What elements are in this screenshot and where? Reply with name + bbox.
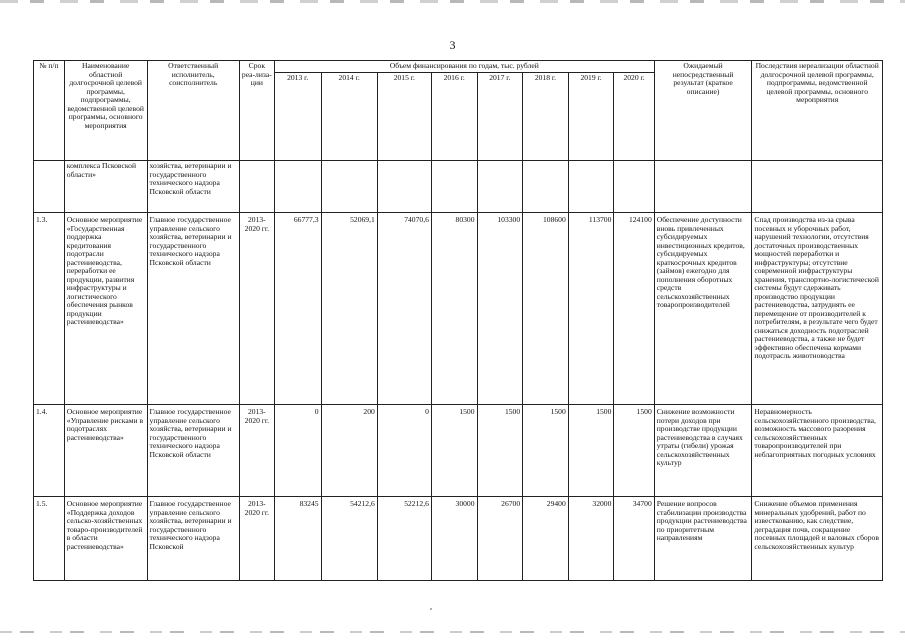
row-value — [274, 161, 321, 213]
row-value: 108600 — [523, 213, 569, 405]
row-value: 52069,1 — [321, 213, 377, 405]
row-value: 34700 — [614, 497, 654, 581]
header-year: 2013 г. — [274, 73, 321, 161]
row-result: Обеспечение доступности вновь привлеченных субсидируемых инвестиционных кредитов, субсидируемых краткосрочных кредитов (займов) ежегодно для пополнения оборотных средств сельскохозяйственных товаропроизводителей — [654, 213, 752, 405]
header-name: Наименование областной долгосрочной целевой программы, подпрограммы, ведомственной целевой программы, основного мероприятия — [64, 61, 147, 161]
row-no: 1.5. — [34, 497, 65, 581]
header-year: 2020 г. — [614, 73, 654, 161]
row-value — [321, 161, 377, 213]
table-row — [34, 161, 883, 213]
row-value — [614, 161, 654, 213]
row-executor: Главное государственное управление сельского хозяйства, ветеринарии и государственного технического надзора Псковской — [147, 497, 239, 581]
row-value: 103300 — [477, 213, 523, 405]
row-executor: Главное государственное управление сельского хозяйства, ветеринарии и государственного технического надзора Псковской области — [147, 213, 239, 405]
header-term: Срок реа-лиза-ции — [239, 61, 274, 161]
row-value: 83245 — [274, 497, 321, 581]
header-year: 2015 г. — [377, 73, 431, 161]
row-value: 1500 — [477, 405, 523, 497]
row-value: 1500 — [568, 405, 614, 497]
table-row — [34, 405, 883, 497]
header-year: 2017 г. — [477, 73, 523, 161]
row-term: 2013-2020 гг. — [239, 497, 274, 581]
row-executor: Главное государственное управление сельского хозяйства, ветеринарии и государственного технического надзора Псковской области — [147, 405, 239, 497]
table-row — [34, 213, 883, 405]
row-consequence — [752, 161, 883, 213]
row-value: 113700 — [568, 213, 614, 405]
row-name: Основное мероприятие «Поддержка доходов сельско-хозяйственных товаро-производителей в области растениеводства» — [64, 497, 147, 581]
header-no: № п/п — [34, 61, 65, 161]
row-term: 2013-2020 гг. — [239, 405, 274, 497]
row-name: Основное мероприятие «Управление рисками в подотраслях растениеводства» — [64, 405, 147, 497]
row-term — [239, 161, 274, 213]
row-value: 124100 — [614, 213, 654, 405]
header-year: 2018 г. — [523, 73, 569, 161]
page-number: 3 — [449, 38, 456, 52]
scan-edge-bottom — [0, 631, 905, 633]
row-name: Основное мероприятие «Государственная поддержка кредитования подотрасли растениеводства, переработки ее продукции, развития инфраструктуры и логистического обеспечения рынков продукции растениеводства» — [64, 213, 147, 405]
row-value: 29400 — [523, 497, 569, 581]
row-consequence: Неравномерность сельскохозяйственного производства, возможность массового разорения сельскохозяйственных товаропроизводителей при неблагоприятных погодных условиях — [752, 405, 883, 497]
row-value: 26700 — [477, 497, 523, 581]
row-value — [377, 161, 431, 213]
row-value: 52212,6 — [377, 497, 431, 581]
scan-speck — [430, 608, 432, 610]
scan-edge-top — [0, 0, 905, 3]
row-value — [568, 161, 614, 213]
row-no: 1.4. — [34, 405, 65, 497]
row-value: 0 — [377, 405, 431, 497]
row-name: комплекса Псковской области» — [64, 161, 147, 213]
header-funding: Объем финансирования по годам, тыс. рублей — [274, 61, 654, 73]
row-result: Решение вопросов стабилизации производства продукции растениеводства по приоритетным направлениям — [654, 497, 752, 581]
row-consequence: Спад производства из-за срыва посевных и уборочных работ, нарушений технологии, отсутствия достаточных производственных мощностей переработки и инфраструктуры; отсутствие современной инфраструктуры хранения, транспортно-логистической системы будут сдерживать производство продукции растениеводства, затруднять ее перемещение от производителей к потребителям, в результате чего будет снижаться доходность подотраслей растениеводства, а также не будет эффективно обеспечена кормами подотрасль животноводства — [752, 213, 883, 405]
header-year: 2016 г. — [431, 73, 477, 161]
row-no — [34, 161, 65, 213]
row-value: 1500 — [614, 405, 654, 497]
row-consequence: Снижение объемов применения минеральных удобрений, работ по известкованию, как следствие, деградация почв, сокращение посевных площадей и валовых сборов сельскохозяйственных культур — [752, 497, 883, 581]
header-executor: Ответственный исполнитель, соисполнитель — [147, 61, 239, 161]
row-value: 54212,6 — [321, 497, 377, 581]
row-no: 1.3. — [34, 213, 65, 405]
header-year: 2019 г. — [568, 73, 614, 161]
row-result — [654, 161, 752, 213]
row-term: 2013-2020 гг. — [239, 213, 274, 405]
row-value — [477, 161, 523, 213]
row-value: 74070,6 — [377, 213, 431, 405]
table-row — [34, 497, 883, 581]
financing-table — [33, 60, 883, 581]
row-value: 32000 — [568, 497, 614, 581]
header-consequence: Последствия нереализации областной долгосрочной целевой программы, подпрограммы, ведомственной целевой программы, основного мероприятия — [752, 61, 883, 161]
row-value: 1500 — [431, 405, 477, 497]
row-value: 1500 — [523, 405, 569, 497]
row-value — [431, 161, 477, 213]
header-result: Ожидаемый непосредственный результат (краткое описание) — [654, 61, 752, 161]
row-value: 0 — [274, 405, 321, 497]
row-result: Снижение возможности потери доходов при производстве продукции растениеводства в случаях утраты (гибели) урожая сельскохозяйственных культур — [654, 405, 752, 497]
header-year: 2014 г. — [321, 73, 377, 161]
row-value — [523, 161, 569, 213]
row-value: 66777,3 — [274, 213, 321, 405]
row-value: 80300 — [431, 213, 477, 405]
row-value: 30000 — [431, 497, 477, 581]
row-executor: хозяйства, ветеринарии и государственного технического надзора Псковской области — [147, 161, 239, 213]
row-value: 200 — [321, 405, 377, 497]
